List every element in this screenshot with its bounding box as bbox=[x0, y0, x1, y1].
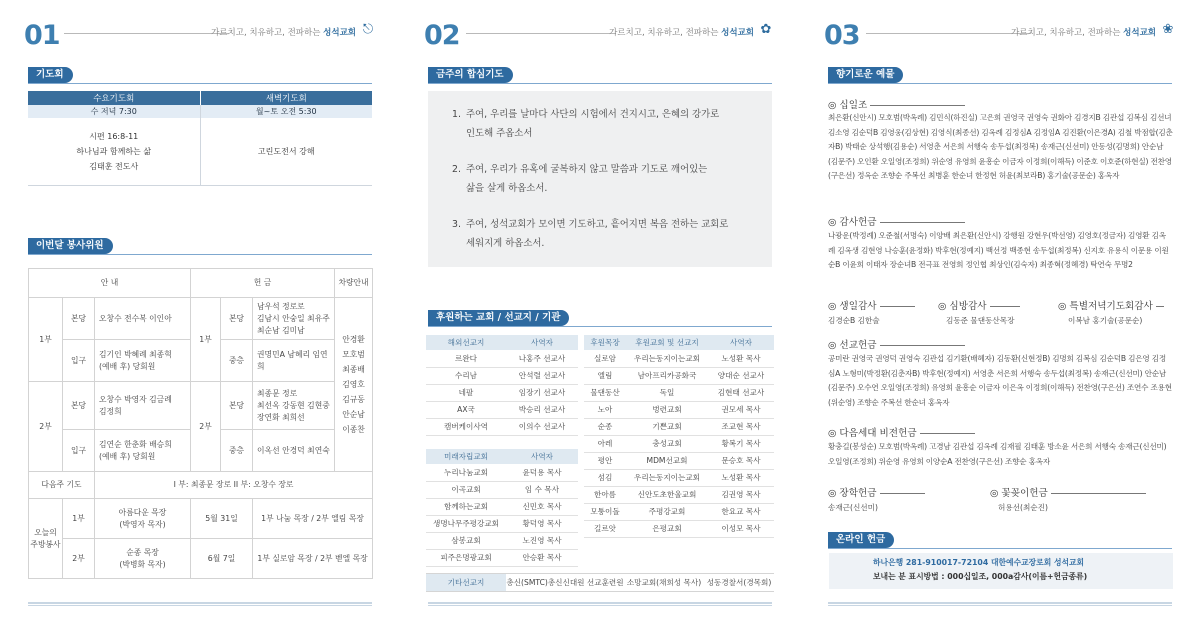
prayer-meeting-tag: 기도회 bbox=[28, 67, 73, 83]
table-cell: 노성환 목사 bbox=[708, 350, 774, 367]
col-header: 기타선교지 bbox=[426, 574, 506, 592]
section-rule bbox=[28, 83, 372, 84]
table-row bbox=[426, 515, 578, 532]
guide-2b: 김연순 한춘화 배승희 (예배 후) 당회원 bbox=[95, 430, 191, 472]
table-cell: 충성교회 bbox=[626, 435, 708, 452]
table-cell: 노성환 목사 bbox=[708, 469, 774, 486]
table-cell: 삼봉교회 bbox=[426, 532, 506, 549]
table-cell: 나홍주 선교사 bbox=[506, 350, 578, 367]
table-row bbox=[426, 367, 578, 384]
section-rule bbox=[828, 83, 1172, 84]
offer-service-2: 2부 bbox=[191, 382, 221, 472]
col-header: 미래자립교회 bbox=[426, 449, 506, 464]
offer-2a: 최종문 정로 최선옥 강동현 김현중 장연화 최희선 bbox=[253, 382, 335, 430]
section-rule bbox=[428, 326, 772, 327]
kitchen-1: 1부 bbox=[63, 499, 95, 539]
ipgu: 입구 bbox=[63, 430, 95, 472]
table-cell: 은평교회 bbox=[626, 520, 708, 537]
scholarship-title: ◎ 장학헌금 bbox=[828, 485, 925, 499]
table-row bbox=[584, 418, 774, 435]
table-row bbox=[584, 350, 774, 367]
joint-prayer-list bbox=[428, 91, 772, 267]
prayer-item: 3. 주여, 성석교회가 모이면 기도하고, 흩어지면 복음 전하는 교회로 세워지게 하옵소서. bbox=[452, 219, 729, 249]
table-row bbox=[584, 401, 774, 418]
table-cell: 누리나눔교회 bbox=[426, 464, 506, 481]
col-guide: 안 내 bbox=[29, 269, 191, 298]
thanks-title: ◎ 감사헌금 bbox=[828, 214, 965, 228]
birthday-title: ◎ 생일감사 bbox=[828, 298, 915, 312]
night-prayer-title: ◎ 특별저녁기도회감사 bbox=[1058, 298, 1164, 312]
visit-names: 김동준 물댄동산목장 bbox=[946, 316, 1015, 325]
table-cell: 신안도초한울교회 bbox=[626, 486, 708, 503]
table-row bbox=[426, 481, 578, 498]
scholarship-names: 송재근(신선미) bbox=[828, 503, 878, 512]
table-cell: MDM선교회 bbox=[626, 452, 708, 469]
wed-body: 시편 16:8-11 하나님과 함께하는 삶 김태훈 전도사 bbox=[28, 118, 200, 185]
guide-2a: 오창수 박영자 김금례 김정희 bbox=[95, 382, 191, 430]
thanks-names: 나광운(박정례) 오준철(서명숙) 이양배 최은환(신안시) 강행원 강현우(박선영) 김영호(정금자) 김영환 김옥례 김옥생 김현영 나승훈(윤정화) 박후현(정예지) 백선정 백종현 송두섭(최정복) 신지호 유용식 이문용 이원순B 이윤희 이태자 장순녀B 전극표 전영희 정인협 최상인(김숙자) 최종혁(정혜경) 탁연숙 무명2 bbox=[828, 231, 1169, 269]
bulletin-page-3 bbox=[824, 0, 1176, 641]
table-cell: 캠버케이사역 bbox=[426, 418, 506, 435]
table-cell: AX국 bbox=[426, 401, 506, 418]
table-row bbox=[426, 384, 578, 401]
cell-support-table bbox=[584, 335, 774, 538]
table-row bbox=[426, 549, 578, 566]
table-cell: 피주은명광교회 bbox=[426, 549, 506, 566]
section-rule bbox=[428, 83, 772, 84]
table-cell: 기쁜교회 bbox=[626, 418, 708, 435]
offer-2b: 이옥선 안경덕 최연숙 bbox=[253, 430, 335, 472]
night-prayer-names: 이복남 홍기술(공문순) bbox=[1068, 316, 1143, 325]
dawn-time: 월~토 오전 5:30 bbox=[200, 105, 372, 118]
other-mission: 성동경찰서(경목회) bbox=[704, 574, 774, 592]
col-header: 후원교회 및 선교지 bbox=[626, 335, 708, 350]
col-header: 사역자 bbox=[506, 335, 578, 350]
table-cell: 생명나무주평강교회 bbox=[426, 515, 506, 532]
table-cell: 안석렬 선교사 bbox=[506, 367, 578, 384]
prayer-item: 1. 주여, 우리를 날마다 사단의 시험에서 건지시고, 은혜의 강가로 인도해 주옵소서 bbox=[452, 109, 720, 139]
hands-icon: ❀ bbox=[1162, 22, 1174, 37]
next-gen-names: 황충길(봉성순) 모호범(박옥례) 고경남 김관섭 김옥례 김재필 김태훈 방소윤 서은희 서행숙 송재근(신선미) 오일영(조정희) 위순영 유영희 이양순A 전찬영(구은선) 조향순 홍옥자 bbox=[828, 442, 1167, 466]
seedling-icon: ✿ bbox=[760, 22, 772, 37]
header-rule bbox=[866, 33, 1031, 34]
table-cell: 권모세 목사 bbox=[708, 401, 774, 418]
table-cell: 섬김 bbox=[584, 469, 626, 486]
wed-time: 수 저녁 7:30 bbox=[28, 105, 200, 118]
birthday-names: 김경순B 김한술 bbox=[828, 316, 880, 325]
next-prayer-label: 다음주 기도 bbox=[29, 472, 95, 499]
service-committee-table bbox=[28, 268, 373, 579]
page-number: 02 bbox=[424, 20, 460, 51]
table-row bbox=[426, 532, 578, 549]
header-slogan: 가르치고, 치유하고, 전파하는 성석교회 bbox=[609, 28, 754, 38]
table-cell: 김현태 선교사 bbox=[708, 384, 774, 401]
table-cell: 양대순 선교사 bbox=[708, 367, 774, 384]
offerings-tag: 향기로운 예물 bbox=[828, 67, 903, 83]
footer-rule bbox=[28, 605, 372, 606]
header-rule bbox=[64, 33, 229, 34]
page-number: 01 bbox=[24, 20, 60, 51]
prayer-item: 2. 주여, 우리가 유혹에 굴복하지 않고 말씀과 기도로 깨어있는 삶을 살게 하옵소서. bbox=[452, 164, 708, 194]
table-cell: 이곡교회 bbox=[426, 481, 506, 498]
dawn-body: 고린도전서 강해 bbox=[200, 118, 372, 185]
kitchen-2: 2부 bbox=[63, 539, 95, 579]
table-cell: 신민호 목사 bbox=[506, 498, 578, 515]
other-mission: 소망교회(채희성 목사) bbox=[624, 574, 704, 592]
table-cell: 윤덕용 목사 bbox=[506, 464, 578, 481]
next-gen-title: ◎ 다음세대 비전헌금 bbox=[828, 425, 975, 439]
table-row bbox=[426, 498, 578, 515]
header-rule bbox=[466, 33, 616, 34]
kitchen-2-date: 6월 7일 bbox=[191, 539, 253, 579]
table-cell: 남아프리카공화국 bbox=[626, 367, 708, 384]
bulletin-page-2 bbox=[424, 0, 774, 641]
table-row bbox=[584, 452, 774, 469]
table-row bbox=[426, 401, 578, 418]
table-cell: 아레 bbox=[584, 435, 626, 452]
support-tag: 후원하는 교회 / 선교지 / 기관 bbox=[428, 310, 569, 326]
table-cell: 르완다 bbox=[426, 350, 506, 367]
table-cell: 우리는동지이는교회 bbox=[626, 350, 708, 367]
other-missions-table bbox=[426, 573, 774, 592]
col-header: 후원목장 bbox=[584, 335, 626, 350]
overseas-missions-table bbox=[426, 335, 578, 436]
flower-title: ◎ 꽃꽂이헌금 bbox=[990, 485, 1146, 499]
service-1: 1부 bbox=[29, 298, 63, 382]
col-header: 해외선교지 bbox=[426, 335, 506, 350]
table-cell: 박승리 선교사 bbox=[506, 401, 578, 418]
service-committee-tag: 이번달 봉사위원 bbox=[28, 238, 113, 254]
table-cell: 한요교 목사 bbox=[708, 503, 774, 520]
table-row bbox=[584, 384, 774, 401]
section-rule bbox=[28, 254, 372, 255]
kitchen-1-date: 5월 31일 bbox=[191, 499, 253, 539]
table-cell: 임 수 목사 bbox=[506, 481, 578, 498]
table-cell: 노진영 목사 bbox=[506, 532, 578, 549]
table-cell: 노아 bbox=[584, 401, 626, 418]
bank-account: 하나은행 281-910017-72104 대한예수교장로회 성석교회 bbox=[873, 558, 1085, 567]
bondang: 본당 bbox=[63, 382, 95, 430]
tithe-title: ◎ 십일조 bbox=[828, 97, 965, 111]
offer-1b: 권명민A 남혜리 임연희 bbox=[253, 340, 335, 382]
dawn-title: 새벽기도회 bbox=[200, 91, 372, 105]
table-row bbox=[584, 435, 774, 452]
guide-1b: 김기인 박혜례 최종혁 (예배 후) 당회원 bbox=[95, 340, 191, 382]
bondang: 본당 bbox=[63, 298, 95, 340]
parking-list: 안경환 모호범 최종배 김영호 김규동 안순남 이종찬 bbox=[335, 298, 373, 472]
table-row bbox=[584, 469, 774, 486]
mission-title: ◎ 선교헌금 bbox=[828, 337, 965, 351]
tithe-names: 최은환(신안시) 모호범(박옥례) 김민식(하진실) 고은희 권영국 권영숙 권화아 김경지B 김관섭 김복심 김선녀 김소영 김순덕B 김영웅(김상현) 김영식(최종선) 김옥례 김정심A 김정임A 김진환(이은경A) 김철 박점합(김춘자B) 박태순 상석행(김용순) 서영춘 서은희 서행숙 송두섭(최정복) 송재근(신선미) 안동성(김명희) 안순남(김문주) 오인환 오일영(조정희) 위순영 유영희 윤흥순 이금자 이정희(이해득) 이준호 이호준(하현실) 전찬영(구은선) 정옥순 조향순 주복선 최병훈 한순녀 한정현 허윤(최보라B) 홍기술(공문순) 홍옥자 bbox=[828, 113, 1173, 180]
table-row bbox=[426, 350, 578, 367]
col-parking: 차량안내 bbox=[335, 269, 373, 298]
mission-names: 공미란 권영국 권영덕 권영숙 김관섭 김기환(배혜자) 김동환(신현정B) 김명희 김복심 김순덕B 김은영 김정심A 노형미(박정환(김춘자B) 박후현(정예지) 서영춘 서은희 서행숙 송두섭(최정복) 송재근(신선미) 안순남(김문주) 오수연 오일영(조정희) 유영희 윤흥순 이금자 이은옥 이정희(이해득) 전찬영(구은선) 조연수 조용현(위순영) 조향순 주복선 한순녀 홍옥자 bbox=[828, 354, 1172, 407]
header-slogan: 가르치고, 치유하고, 전파하는 성석교회 bbox=[1011, 28, 1156, 38]
table-cell: 네팔 bbox=[426, 384, 506, 401]
table-cell: 조교현 목사 bbox=[708, 418, 774, 435]
online-offering-tag: 온라인 헌금 bbox=[828, 532, 894, 548]
table-row bbox=[584, 367, 774, 384]
table-cell: 한아름 bbox=[584, 486, 626, 503]
table-cell: 함께하는교회 bbox=[426, 498, 506, 515]
footer-rule bbox=[428, 605, 772, 606]
section-rule bbox=[828, 548, 1172, 549]
table-cell: 수리남 bbox=[426, 367, 506, 384]
table-row bbox=[584, 486, 774, 503]
table-cell: 물댄동산 bbox=[584, 384, 626, 401]
flower-names: 허용선(최순진) bbox=[998, 503, 1048, 512]
kitchen-2-rotation: 1부 실로암 목장 / 2부 벧엘 목장 bbox=[253, 539, 373, 579]
jungcheung: 중층 bbox=[221, 340, 253, 382]
bulletin-page-1 bbox=[24, 0, 376, 641]
table-row bbox=[584, 503, 774, 520]
table-cell: 실로암 bbox=[584, 350, 626, 367]
prayer-meeting-table bbox=[28, 91, 372, 186]
table-row bbox=[426, 418, 578, 435]
jungcheung: 중층 bbox=[221, 430, 253, 472]
kitchen-label: 오늘의 주방봉사 bbox=[29, 499, 63, 579]
table-row bbox=[426, 464, 578, 481]
next-prayer-value: I 부: 최종문 장로 II 부: 오창수 장로 bbox=[95, 472, 373, 499]
joint-prayer-tag: 금주의 합심기도 bbox=[428, 67, 513, 83]
guide-1a: 오창수 전수복 이인아 bbox=[95, 298, 191, 340]
table-cell: 문승호 목사 bbox=[708, 452, 774, 469]
page-number: 03 bbox=[824, 20, 860, 51]
offer-service-1: 1부 bbox=[191, 298, 221, 382]
footer-rule bbox=[428, 602, 772, 604]
header-slogan: 가르치고, 치유하고, 전파하는 성석교회 bbox=[211, 28, 356, 38]
footer-rule bbox=[28, 602, 372, 604]
table-row bbox=[584, 520, 774, 537]
table-cell: 모퉁이돌 bbox=[584, 503, 626, 520]
table-cell: 임장기 선교사 bbox=[506, 384, 578, 401]
col-header: 사역자 bbox=[708, 335, 774, 350]
offer-bondang: 본당 bbox=[221, 298, 253, 340]
sender-format: 보내는 분 표시방법 : 000십일조, 000a감사(이름+헌금종류) bbox=[873, 572, 1088, 581]
future-churches-table bbox=[426, 449, 578, 567]
visit-title: ◎ 심방감사 bbox=[938, 298, 1020, 312]
kitchen-1-team: 아름다운 목장 (박영자 목자) bbox=[95, 499, 191, 539]
table-cell: 안승환 목사 bbox=[506, 549, 578, 566]
table-cell: 우리는동지이는교회 bbox=[626, 469, 708, 486]
footer-rule bbox=[828, 602, 1172, 604]
table-cell: 벙련교회 bbox=[626, 401, 708, 418]
table-cell: 평안 bbox=[584, 452, 626, 469]
table-cell: 길르앗 bbox=[584, 520, 626, 537]
offer-bondang: 본당 bbox=[221, 382, 253, 430]
table-cell: 엘림 bbox=[584, 367, 626, 384]
book-icon: ⎋ bbox=[362, 22, 374, 37]
online-offering-box bbox=[829, 553, 1173, 589]
table-cell: 이의수 선교사 bbox=[506, 418, 578, 435]
table-cell: 독일 bbox=[626, 384, 708, 401]
table-cell: 주평강교회 bbox=[626, 503, 708, 520]
kitchen-1-rotation: 1부 나눔 목장 / 2부 엘림 목장 bbox=[253, 499, 373, 539]
col-offering: 헌 금 bbox=[191, 269, 335, 298]
table-cell: 순종 bbox=[584, 418, 626, 435]
ipgu: 입구 bbox=[63, 340, 95, 382]
table-cell: 황덕영 목사 bbox=[506, 515, 578, 532]
col-header: 사역자 bbox=[506, 449, 578, 464]
other-mission: 총신(SMTC)총신신대원 선교훈련원 bbox=[506, 574, 624, 592]
footer-rule bbox=[828, 605, 1172, 606]
offer-1a: 남우석 정로로 김남시 안숭일 최유주 최순남 김미남 bbox=[253, 298, 335, 340]
table-cell: 황복기 목사 bbox=[708, 435, 774, 452]
wed-title: 수요기도회 bbox=[28, 91, 200, 105]
table-cell: 이성모 목사 bbox=[708, 520, 774, 537]
kitchen-2-team: 순종 목장 (박병화 목자) bbox=[95, 539, 191, 579]
service-2: 2부 bbox=[29, 382, 63, 472]
table-cell: 김권영 목사 bbox=[708, 486, 774, 503]
